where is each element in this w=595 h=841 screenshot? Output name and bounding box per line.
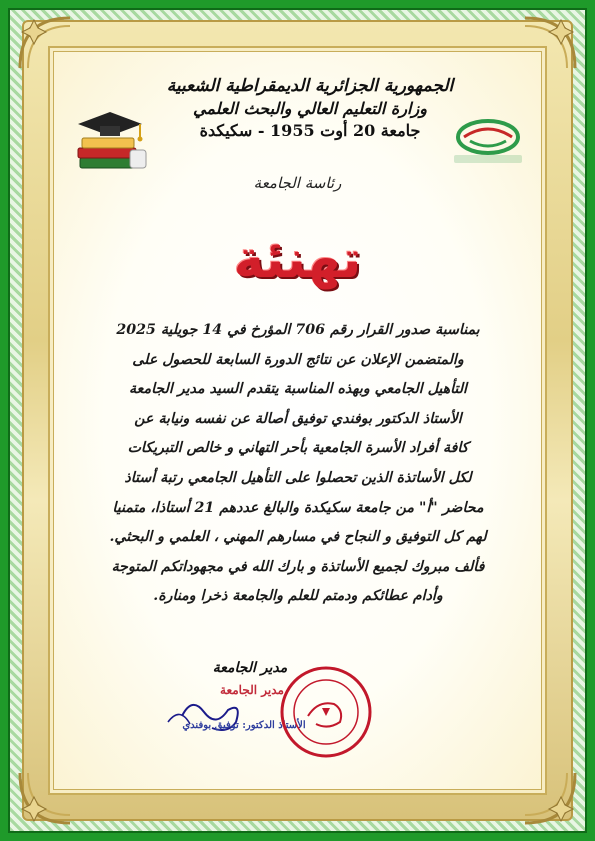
message-line: كافة أفراد الأسرة الجامعية بأحر التهاني و خالص التبريكات (127, 440, 469, 457)
message-line: وأدام عطائكم ودمتم للعلم والجامعة ذخرا ومنارة. (153, 588, 443, 605)
message-line: فألف مبروك لجميع الأساتذة و بارك الله في مجهوداتكم المتوجة (111, 558, 485, 575)
presidency-label: رئاسة الجامعة (253, 174, 342, 192)
message-line: بمناسبة صدور القرار رقم 706 المؤرخ في 14 جويلية 2025 (116, 322, 480, 338)
page-title: تهنئة (233, 230, 362, 290)
message-line: محاضر "أ" من جامعة سكيكدة والبالغ عددهم 21 أستاذا، متمنيا (112, 499, 484, 516)
republic-line: الجمهورية الجزائرية الديمقراطية الشعبية (166, 76, 454, 96)
university-logo-icon (450, 115, 526, 165)
university-line: جامعة 20 أوت 1955 - سكيكدة (199, 121, 421, 140)
signatory-title: مدير الجامعة (212, 660, 288, 676)
university-seal (278, 664, 374, 760)
message-line: لهم كل التوفيق و النجاح في مسارهم المهني ، العلمي و البحثي. (109, 529, 487, 546)
message-body (64, 316, 532, 612)
ministry-line: وزارة التعليم العالي والبحث العلمي (193, 99, 427, 118)
message-line: لكل الأساتذة الذين تحصلوا على التأهيل الجامعي رتبة أستاذ (124, 469, 472, 486)
letterhead (150, 74, 470, 142)
stamp-title: مدير الجامعة (220, 683, 284, 697)
graduation-books-icon (70, 108, 150, 174)
message-line: والمتضمن الإعلان عن نتائج الدورة السابعة للحصول على (132, 351, 464, 368)
message-line: التأهيل الجامعي وبهذه المناسبة يتقدم السيد مدير الجامعة (129, 381, 467, 398)
message-line: الأستاذ الدكتور بوفندي توفيق أصالة عن نفسه ونيابة عن (134, 410, 462, 427)
stamp-name: الأستاذ الدكتور: توفيق بوفندي (182, 720, 306, 731)
